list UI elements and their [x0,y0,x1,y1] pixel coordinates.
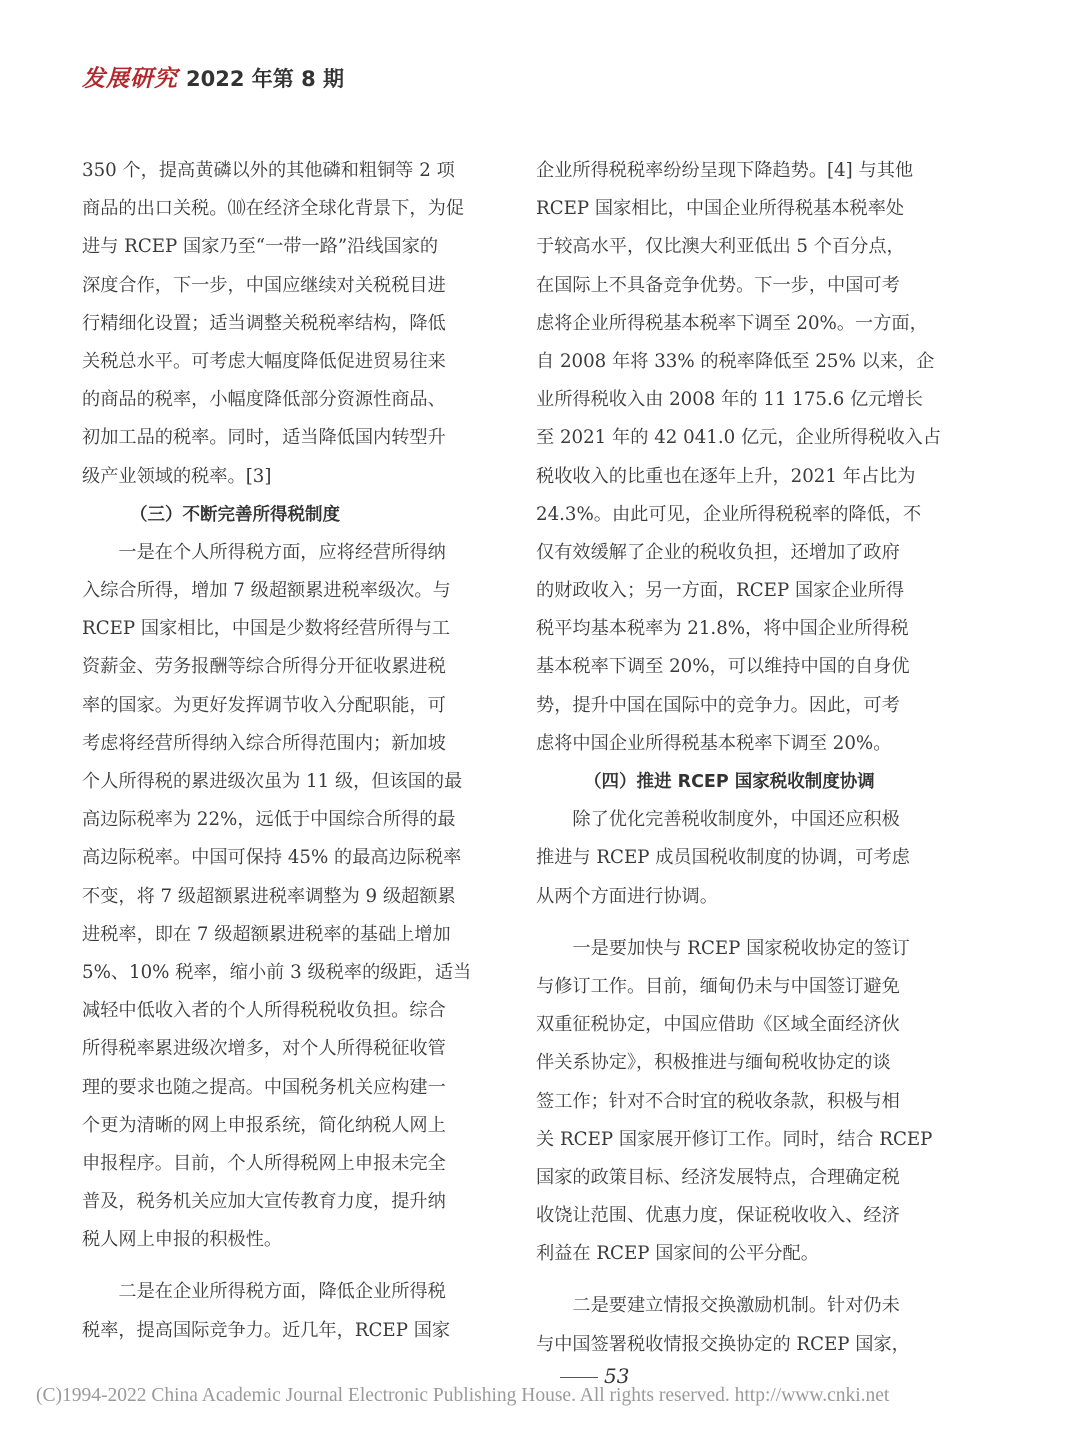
text-line: 24.3%。由此可见，企业所得税税率的降低，不 [536,503,922,525]
text-line: 税收收入的比重也在逐年上升，2021 年占比为 [536,465,916,487]
text-line: 国家的政策目标、经济发展特点，合理确定税 [536,1166,900,1188]
text-line: 行精细化设置；适当调整关税税率结构，降低 [82,312,446,334]
text-line: 关 RCEP 国家展开修订工作。同时，结合 RCEP [536,1128,933,1150]
text-line: 入综合所得，增加 7 级超额累进税率级次。与 [82,580,451,602]
text-line: 从两个方面进行协调。 [536,885,718,907]
left-column [82,152,494,1350]
text-line: 深度合作，下一步，中国应继续对关税税目进 [82,274,446,296]
text-line: 个更为清晰的网上申报系统，简化纳税人网上 [82,1114,446,1136]
text-line: 高边际税率。中国可保持 45% 的最高边际税率 [82,847,462,869]
text-line: RCEP 国家相比，中国企业所得税基本税率处 [536,198,905,220]
copyright-notice: (C)1994-2022 China Academic Journal Electronic Publishing House. All rights reserved. http://www.cnki.net [36,1385,890,1406]
text-line: 税平均基本税率为 21.8%，将中国企业所得税 [536,618,909,640]
text-line: 业所得税收入由 2008 年的 11 175.6 亿元增长 [536,389,923,411]
text-line: 双重征税协定，中国应借助《区域全面经济伙 [536,1014,900,1036]
text-line: 率的国家。为更好发挥调节收入分配职能，可 [82,694,446,716]
text-line: 企业所得税税率纷纷呈现下降趋势。[4] 与其他 [536,160,914,181]
text-line: 税率，提高国际竞争力。近几年，RCEP 国家 [82,1319,451,1341]
text-line: 税人网上申报的积极性。 [82,1229,283,1251]
text-line: 商品的出口关税。⑽在经济全球化背景下，为促 [82,198,464,220]
text-line: 一是在个人所得税方面，应将经营所得纳 [82,541,446,563]
journal-header [82,60,344,100]
text-line: 一是要加快与 RCEP 国家税收协定的签订 [536,937,910,959]
text-line: 二是要建立情报交换激励机制。针对仍未 [536,1295,900,1317]
text-line: 的商品的税率，小幅度降低部分资源性商品、 [82,389,446,411]
text-line: 高边际税率为 22%，远低于中国综合所得的最 [82,809,456,831]
text-line: 申报程序。目前，个人所得税网上申报未完全 [82,1152,446,1174]
text-line: 初加工品的税率。同时，适当降低国内转型升 [82,427,446,449]
text-line: 考虑将经营所得纳入综合所得范围内；新加坡 [82,732,446,754]
text-line: 虑将企业所得税基本税率下调至 20%。一方面， [536,312,928,334]
text-line: 5%、10% 税率，缩小前 3 级税率的级距，适当 [82,961,472,983]
text-line: 级产业领域的税率。[3] [82,465,272,487]
section-heading-4: （四）推进 RCEP 国家税收制度协调 [584,772,875,792]
text-line: 资薪金、劳务报酬等综合所得分开征收累进税 [82,656,446,678]
text-line: 仅有效缓解了企业的税收负担，还增加了政府 [536,541,900,563]
section-heading-3: （三）不断完善所得税制度 [130,504,340,525]
text-line: 自 2008 年将 33% 的税率降低至 25% 以来，企 [536,350,935,372]
text-line: 二是在企业所得税方面，降低企业所得税 [82,1281,446,1303]
text-line: 与中国签署税收情报交换协定的 RCEP 国家， [536,1333,910,1355]
text-line: 签工作；针对不合时宜的税收条款，积极与相 [536,1090,900,1112]
text-line: 势，提升中国在国际中的竞争力。因此，可考 [536,694,900,716]
page-number-text: 53 [604,1364,630,1388]
text-line: 与修订工作。目前，缅甸仍未与中国签订避免 [536,975,900,997]
right-column [536,152,948,1364]
journal-name: 发展研究 [82,65,178,92]
text-line: 收饶让范围、优惠力度，保证税收收入、经济 [536,1205,900,1227]
text-line: 350 个，提高黄磷以外的其他磷和粗铜等 2 项 [82,160,455,181]
text-line: 虑将中国企业所得税基本税率下调至 20%。 [536,732,892,754]
text-line: 关税总水平。可考虑大幅度降低促进贸易往来 [82,350,446,372]
text-line: 至 2021 年的 42 041.0 亿元，企业所得税收入占 [536,427,942,449]
text-line: RCEP 国家相比，中国是少数将经营所得与工 [82,618,451,640]
text-line: 伴关系协定》，积极推进与缅甸税收协定的谈 [536,1052,891,1074]
text-line: 的财政收入；另一方面，RCEP 国家企业所得 [536,580,905,602]
text-line: 个人所得税的累进级次虽为 11 级，但该国的最 [82,771,463,792]
text-line: 减轻中低收入者的个人所得税税收负担。综合 [82,1000,446,1022]
text-line: 于较高水平，仅比澳大利亚低出 5 个百分点， [536,236,905,258]
text-line: 基本税率下调至 20%，可以维持中国的自身优 [536,656,910,678]
text-line: 利益在 RCEP 国家间的公平分配。 [536,1243,819,1265]
text-line: 推进与 RCEP 成员国税收制度的协调，可考虑 [536,847,910,869]
text-line: 进税率，即在 7 级超额累进税率的基础上增加 [82,923,451,945]
text-line: 进与 RCEP 国家乃至“一带一路”沿线国家的 [82,236,439,258]
text-line: 在国际上不具备竞争优势。下一步，中国可考 [536,274,900,296]
text-line: 不变，将 7 级超额累进税率调整为 9 级超额累 [82,885,456,907]
issue-label: 2022 年第 8 期 [186,67,344,91]
text-line: 理的要求也随之提高。中国税务机关应构建一 [82,1076,446,1098]
text-line: 所得税率累进级次增多，对个人所得税征收管 [82,1038,446,1060]
text-line: 除了优化完善税收制度外，中国还应积极 [536,809,900,831]
text-line: 普及，税务机关应加大宣传教育力度，提升纳 [82,1191,446,1213]
